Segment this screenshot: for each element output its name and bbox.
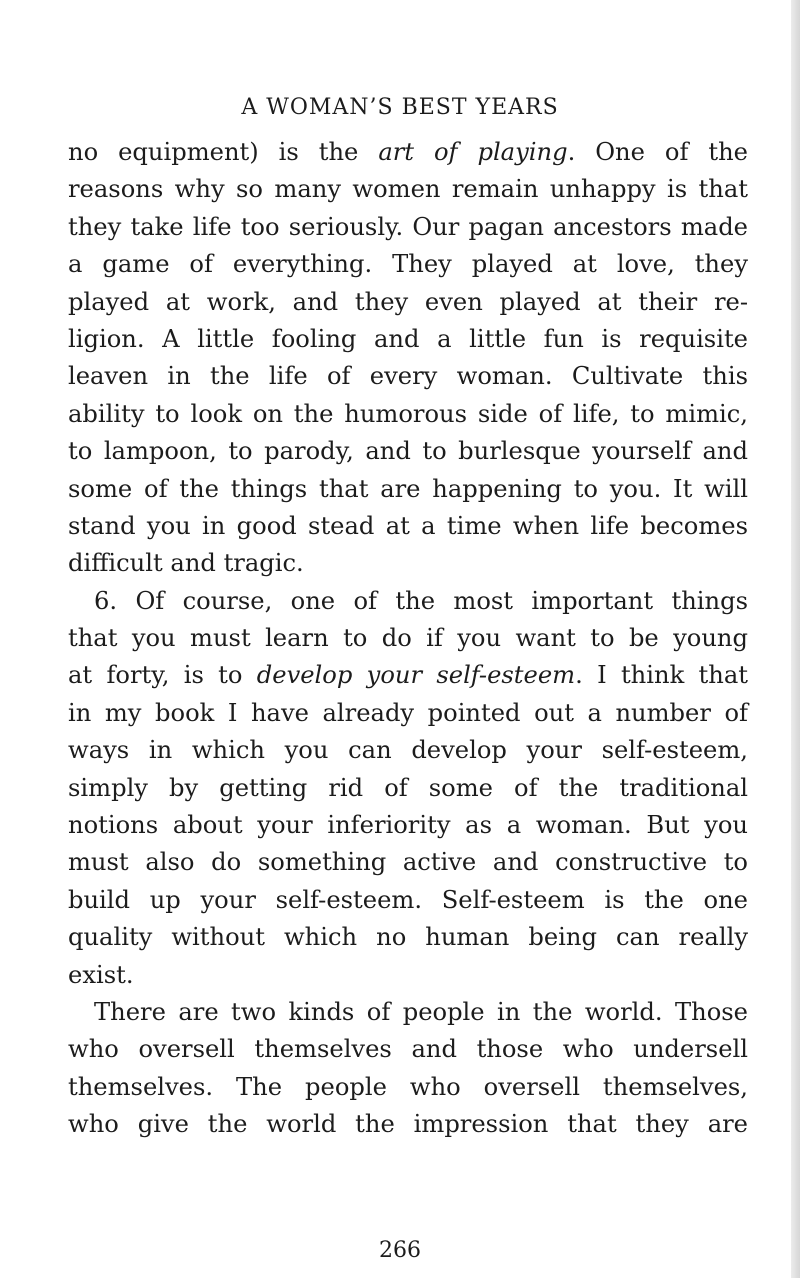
page-number: 266 — [379, 1238, 421, 1263]
page-edge-shadow — [791, 0, 800, 1278]
emphasis-art-of-playing: art of playing — [378, 138, 568, 166]
text-line: quality without which no human being can really — [68, 923, 748, 952]
text-line: ligion. A little fooling and a little fun is requisite — [68, 324, 748, 353]
text-line: in my book I have already pointed out a number of — [68, 698, 748, 727]
text-line: difficult and tragic. — [68, 549, 304, 578]
text-line: leaven in the life of every woman. Cultivate this — [68, 362, 748, 391]
text-line: that you must learn to do if you want to be young — [68, 624, 748, 653]
paragraph-start-line: There are two kinds of people in the world. Those — [94, 997, 748, 1026]
text-line: reasons why so many women remain unhappy is that — [68, 175, 748, 204]
text-line: exist. — [68, 960, 134, 989]
text-line: stand you in good stead at a time when life becomes — [68, 511, 748, 540]
paragraph-start-line: 6. Of course, one of the most important things — [94, 586, 748, 615]
text-line: simply by getting rid of some of the traditional — [68, 773, 748, 802]
text-line: build up your self-esteem. Self-esteem is the one — [68, 885, 748, 914]
text-line: a game of everything. They played at love, they — [68, 250, 748, 279]
body-text — [68, 134, 748, 1144]
text-line: to lampoon, to parody, and to burlesque yourself and — [68, 437, 748, 466]
text-line: at forty, is to develop your self-esteem. I think that — [68, 661, 748, 690]
text-line: must also do something active and constructive to — [68, 848, 748, 877]
text-line: themselves. The people who oversell themselves, — [68, 1072, 748, 1101]
text-line: ways in which you can develop your self-esteem, — [68, 736, 748, 765]
running-head: A WOMAN’S BEST YEARS — [241, 95, 559, 120]
text-line: ability to look on the humorous side of life, to mimic, — [68, 399, 748, 428]
text-line: they take life too seriously. Our pagan ancestors made — [68, 212, 748, 241]
text-line: who give the world the impression that they are — [68, 1110, 748, 1139]
text-line: who oversell themselves and those who undersell — [68, 1035, 748, 1064]
text-line: played at work, and they even played at their re- — [68, 287, 748, 316]
text-line: some of the things that are happening to you. It will — [68, 474, 748, 503]
text-line: no equipment) is the art of playing. One of the — [68, 138, 748, 166]
emphasis-develop-self-esteem: develop your self-esteem — [256, 661, 576, 690]
text-line: notions about your inferiority as a woman. But you — [68, 811, 748, 840]
